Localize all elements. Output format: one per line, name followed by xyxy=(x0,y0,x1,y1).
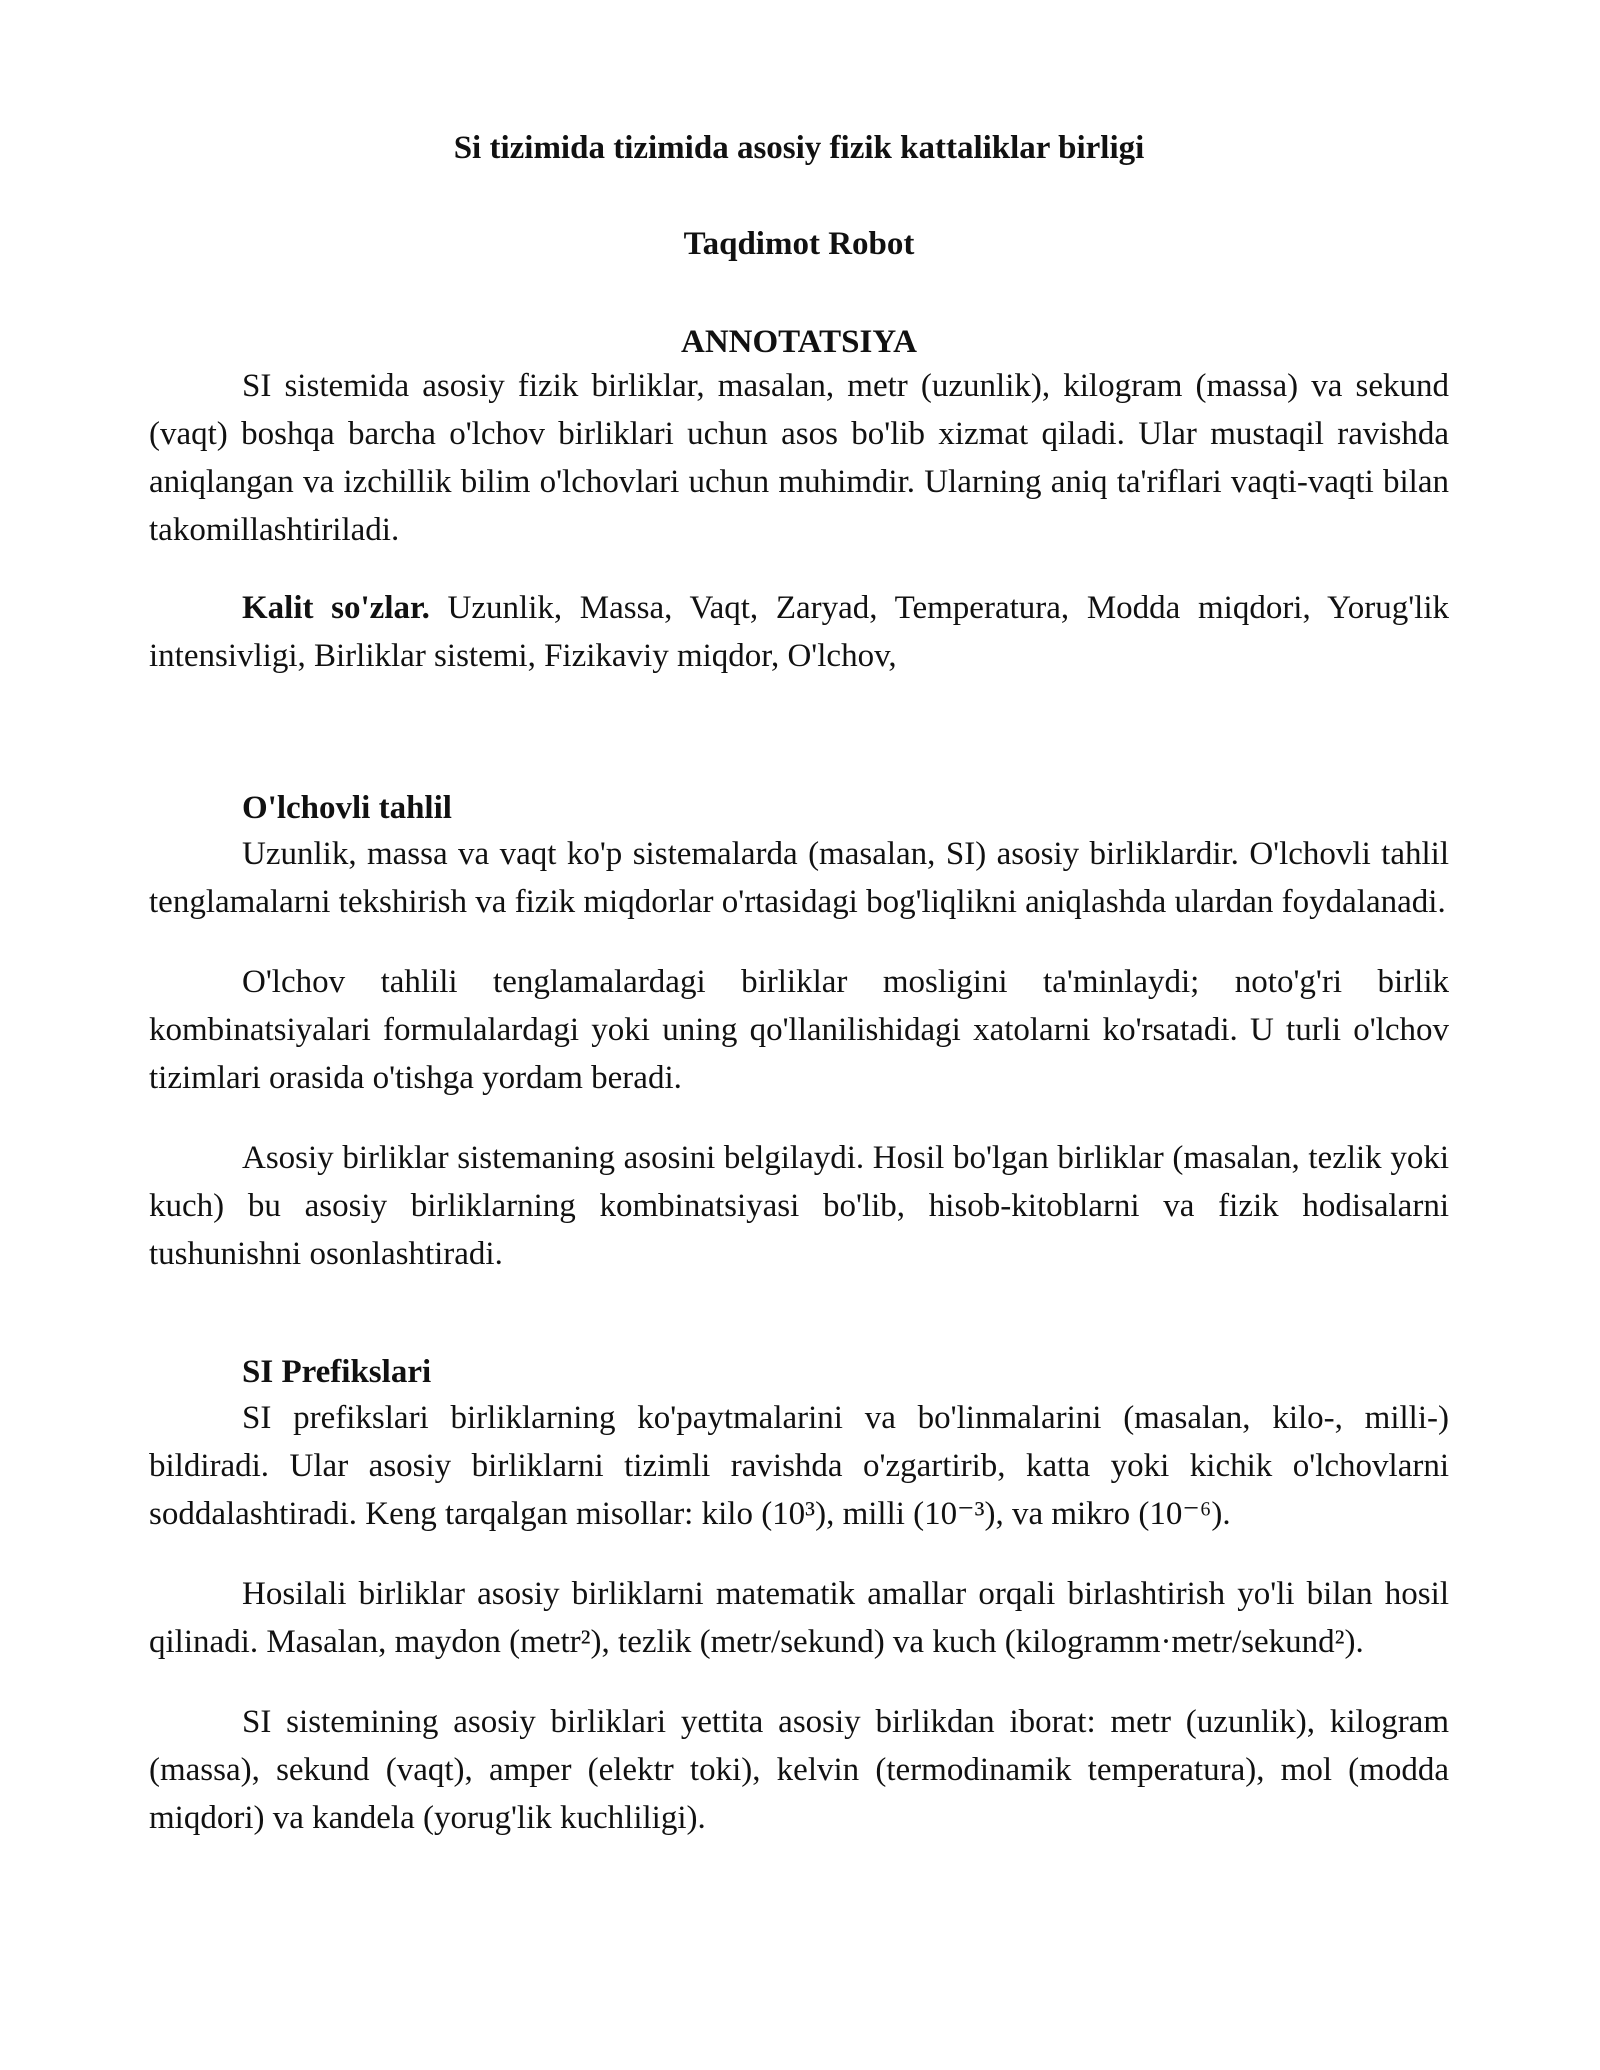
document-title: Si tizimida tizimida asosiy fizik kattaliklar birligi xyxy=(453,130,1145,166)
keywords-list: Uzunlik, Massa, Vaqt, Zaryad, Temperatura, Modda miqdori, Yorug'lik intensivligi, Birliklar sistemi, Fizikaviy miqdor, O'lchov, xyxy=(149,590,1449,674)
section-heading-si-prefikslari: SI Prefikslari xyxy=(242,1354,432,1390)
section-paragraph: O'lchov tahlili tenglamalardagi birliklar mosligini ta'minlaydi; noto'g'ri birlik kombinatsiyalari formulalardagi yoki uning qo'llanilishidagi xatolarni ko'rsatadi. U turli o'lchov tizimlari orasida o'tishga yordam beradi. xyxy=(149,964,1449,1096)
keywords-label: Kalit so'zlar. xyxy=(242,590,430,626)
section-paragraph: Uzunlik, massa va vaqt ko'p sistemalarda (masalan, SI) asosiy birliklardir. O'lchovli tahlil tenglamalarni tekshirish va fizik miqdorlar o'rtasidagi bog'liqlikni aniqlashda ulardan foydalanadi. xyxy=(149,836,1449,920)
section-paragraph: Asosiy birliklar sistemaning asosini belgilaydi. Hosil bo'lgan birliklar (masalan, tezlik yoki kuch) bu asosiy birliklarning kombinatsiyasi bo'lib, hisob-kitoblarni va fizik hodisalarni tushunishni osonlashtiradi. xyxy=(149,1140,1449,1272)
annotation-heading: ANNOTATSIYA xyxy=(681,324,917,360)
section-paragraph: SI sistemining asosiy birliklari yettita asosiy birlikdan iborat: metr (uzunlik), kilogram (massa), sekund (vaqt), amper (elektr toki), kelvin (termodinamik temperatura), mol (modda miqdori) va kandela (yorug'lik kuchliligi). xyxy=(149,1704,1449,1836)
document-content xyxy=(149,128,1449,1842)
section-paragraph: SI prefikslari birliklarning ko'paytmalarini va bo'linmalarini (masalan, kilo-, milli-) bildiradi. Ular asosiy birliklarni tizimli ravishda o'zgartirib, katta yoki kichik o'lchovlarni soddalashtiradi. Keng tarqalgan misollar: kilo (10³), milli (10⁻³), va mikro (10⁻⁶). xyxy=(149,1400,1449,1532)
section-paragraph: Hosilali birliklar asosiy birliklarni matematik amallar orqali birlashtirish yo'li bilan hosil qilinadi. Masalan, maydon (metr²), tezlik (metr/sekund) va kuch (kilogramm·metr/sekund²). xyxy=(149,1576,1449,1660)
section-heading-olchovli-tahlil: O'lchovli tahlil xyxy=(242,790,452,826)
annotation-paragraph: SI sistemida asosiy fizik birliklar, masalan, metr (uzunlik), kilogram (massa) va sekund (vaqt) boshqa barcha o'lchov birliklari uchun asos bo'lib xizmat qiladi. Ular mustaqil ravishda aniqlangan va izchillik bilim o'lchovlari uchun muhimdir. Ularning aniq ta'riflari vaqti-vaqti bilan takomillashtiriladi. xyxy=(149,368,1449,548)
document-author: Taqdimot Robot xyxy=(683,226,915,262)
keywords-paragraph xyxy=(149,584,1449,680)
